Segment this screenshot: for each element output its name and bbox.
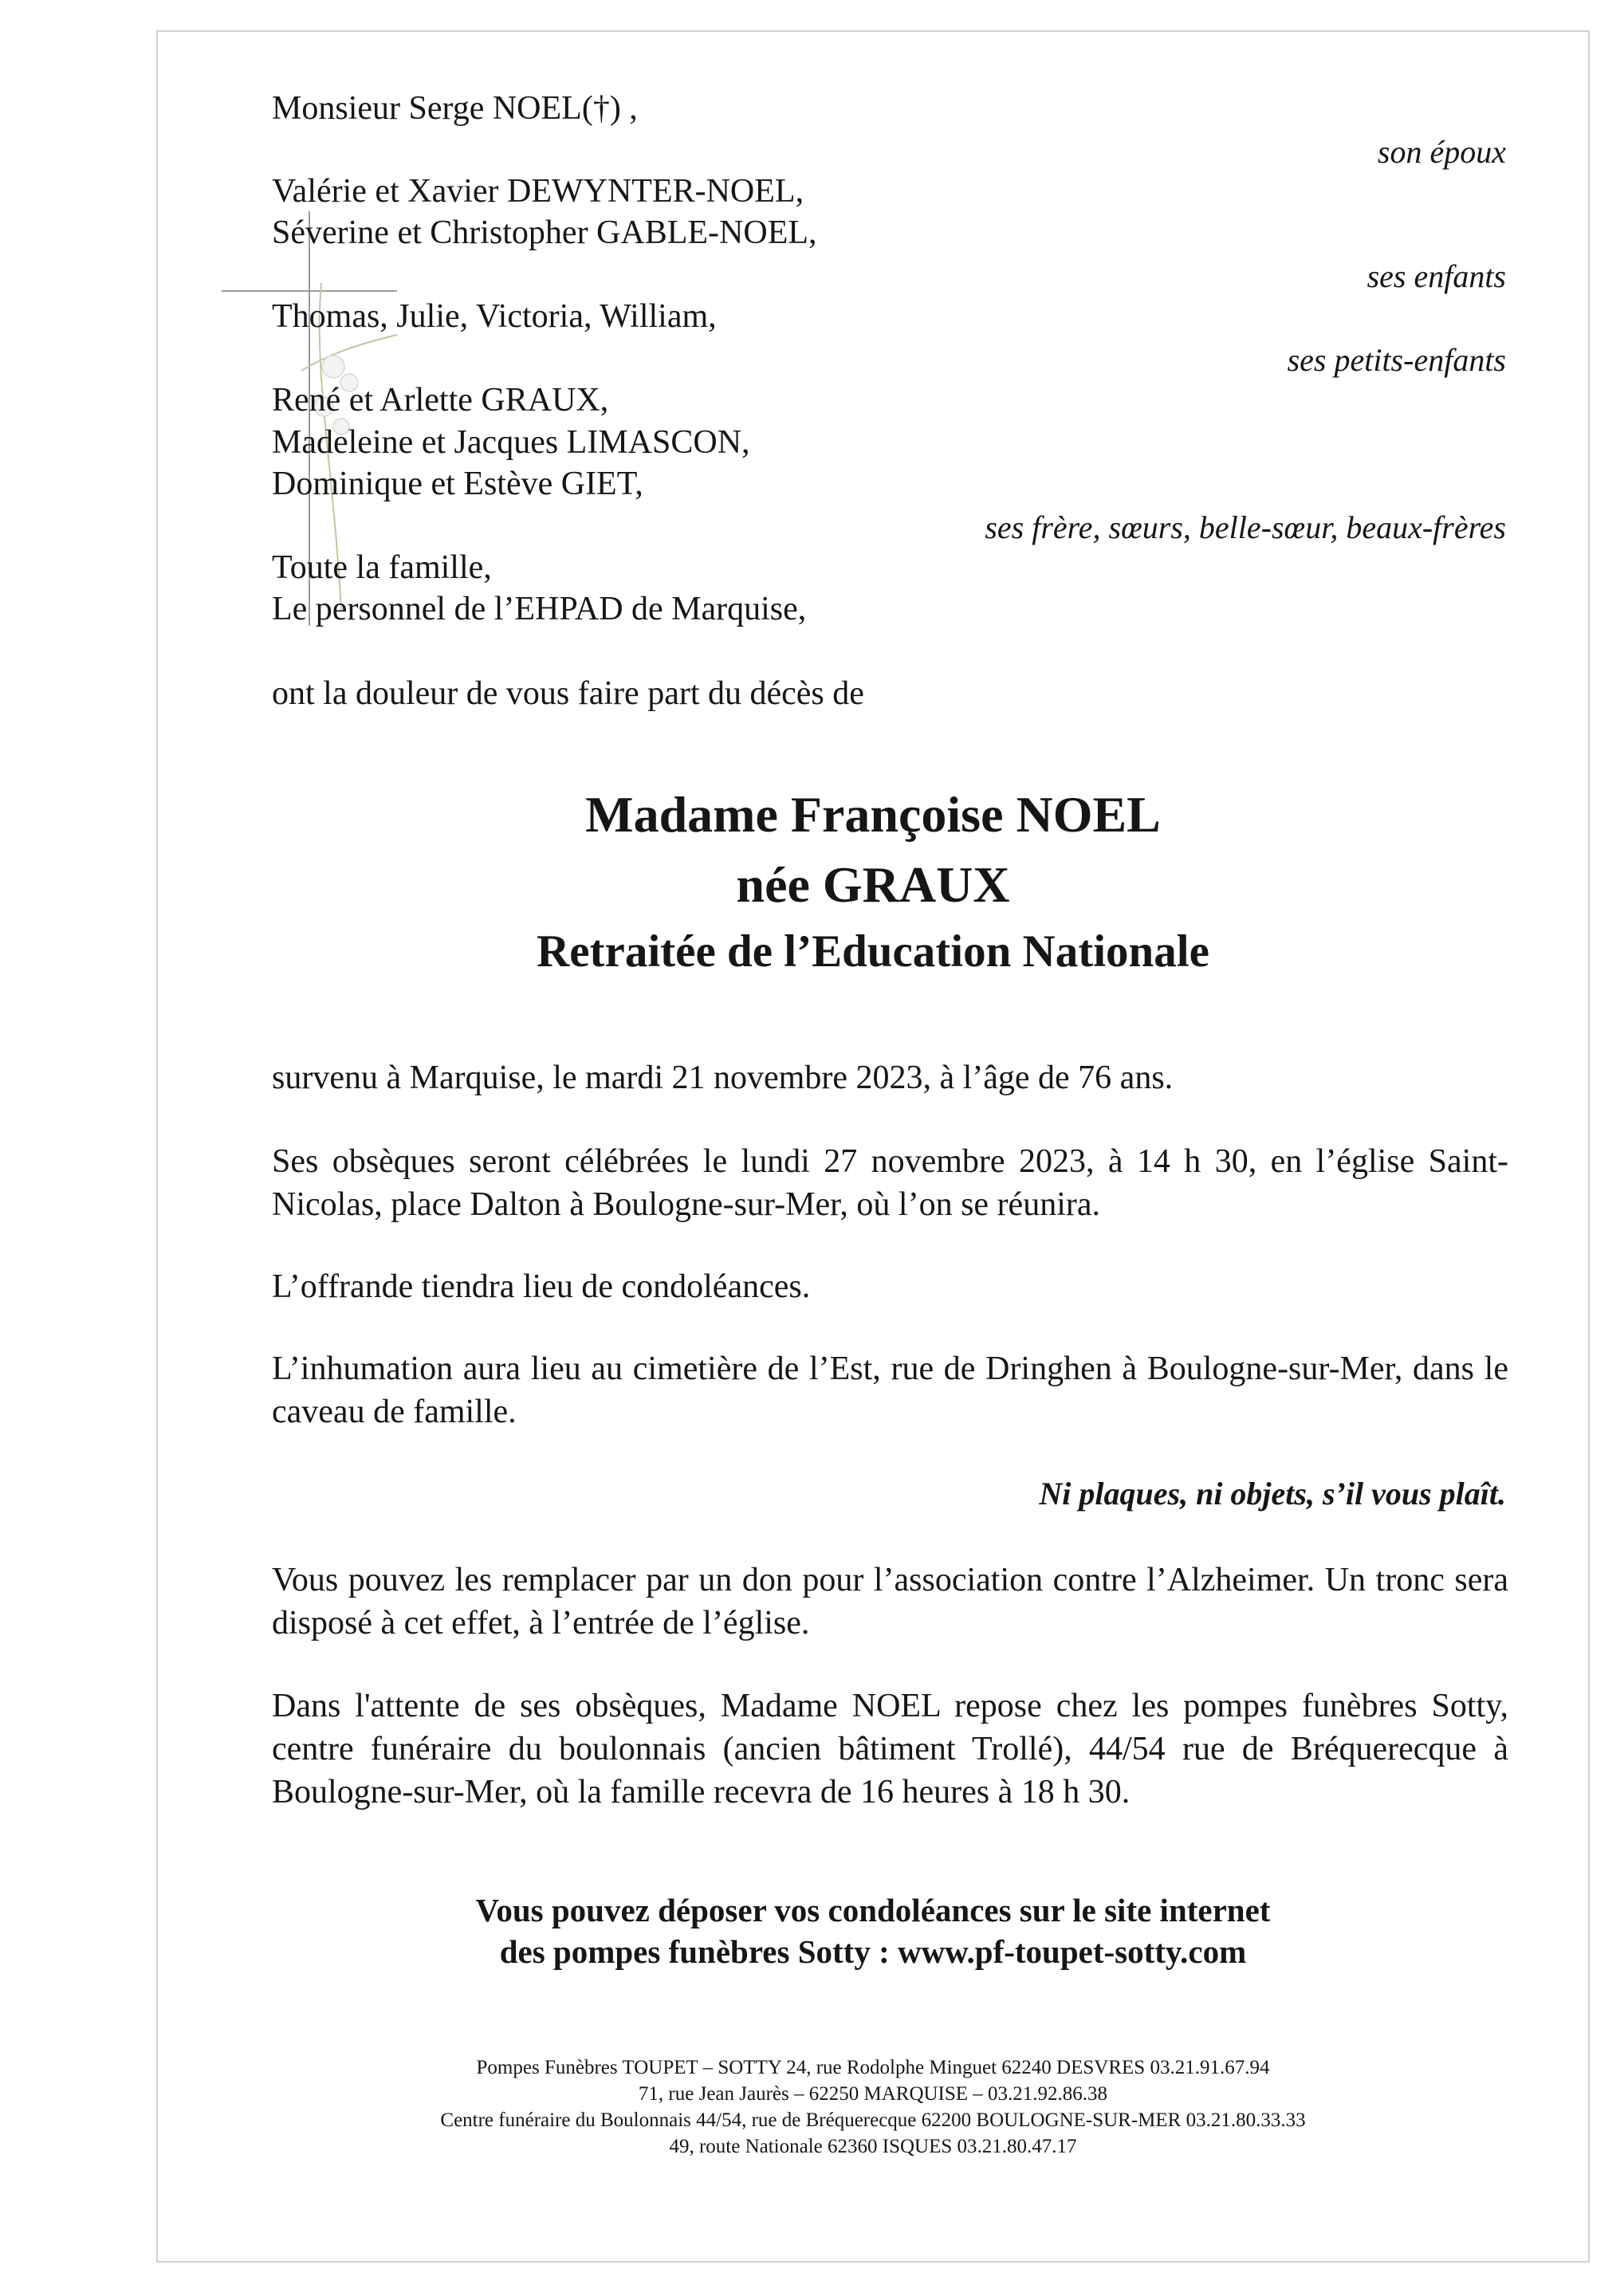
footer-isques: 49, route Nationale 62360 ISQUES 03.21.80.47.17 [669, 2136, 1077, 2157]
condolences-line-2: des pompes funèbres Sotty : www.pf-toupet-sotty.com [499, 1933, 1247, 1970]
condolences-line-1: Vous pouvez déposer vos condoléances sur le site internet [475, 1892, 1271, 1928]
funeral-paragraph: Ses obsèques seront célébrées le lundi 27 novembre 2023, à 14 h 30, en l’église Saint-Nicolas, place Dalton à Boulogne-sur-Mer, où l’on se réunira. [272, 1143, 1508, 1223]
no-plaques-note: Ni plaques, ni objets, s’il vous plaît. [1039, 1476, 1506, 1512]
grandchildren-line: Thomas, Julie, Victoria, William, [272, 298, 717, 335]
donation-paragraph: Vous pouvez les remplacer par un don pour l’association contre l’Alzheimer. Un tronc sera disposé à cet effet, à l’entrée de l’église. [272, 1562, 1508, 1641]
siblings-role: ses frère, sœurs, belle-sœur, beaux-frères [985, 509, 1506, 545]
children-role: ses enfants [1366, 258, 1506, 294]
spouse-line: Monsieur Serge NOEL(†) , [272, 90, 638, 127]
offering-paragraph: L’offrande tiendra lieu de condoléances. [272, 1268, 811, 1305]
death-paragraph: survenu à Marquise, le mardi 21 novembre 2023, à l’âge de 76 ans. [272, 1060, 1174, 1096]
rest-paragraph: Dans l'attente de ses obsèques, Madame NOEL repose chez les pompes funèbres Sotty, centre funéraire du boulonnais (ancien bâtiment Trollé), 44/54 rue de Bréquerecque à Boulogne-sur-Mer, où la famille recevra de 16 heures à 18 h 30. [272, 1688, 1508, 1810]
sibling-1: René et Arlette GRAUX, [272, 382, 609, 419]
sibling-3: Dominique et Estève GIET, [272, 466, 643, 502]
maiden-name: née GRAUX [736, 856, 1010, 913]
family-line: Toute la famille, [272, 549, 492, 586]
deceased-title: Retraitée de l’Education Nationale [537, 926, 1209, 977]
spouse-role: son époux [1377, 134, 1506, 170]
footer-desvres: Pompes Funèbres TOUPET – SOTTY 24, rue Rodolphe Minguet 62240 DESVRES 03.21.91.67.94 [476, 2057, 1270, 2078]
child-1: Valérie et Xavier DEWYNTER-NOEL, [272, 173, 804, 210]
sibling-2: Madeleine et Jacques LIMASCON, [272, 424, 750, 461]
obituary-card [156, 30, 1590, 2263]
grandchildren-role: ses petits-enfants [1287, 342, 1506, 378]
announcement: ont la douleur de vous faire part du décès de [272, 675, 864, 712]
footer-marquise: 71, rue Jean Jaurès – 62250 MARQUISE – 03.21.92.86.38 [638, 2083, 1108, 2105]
deceased-name: Madame Françoise NOEL [585, 786, 1161, 843]
child-2: Séverine et Christopher GABLE-NOEL, [272, 214, 817, 251]
footer-boulogne: Centre funéraire du Boulonnais 44/54, rue de Bréquerecque 62200 BOULOGNE-SUR-MER 03.21.80.33.33 [440, 2109, 1306, 2131]
burial-paragraph: L’inhumation aura lieu au cimetière de l’Est, rue de Dringhen à Boulogne-sur-Mer, dans le caveau de famille. [272, 1350, 1508, 1430]
ehpad-line: Le personnel de l’EHPAD de Marquise, [272, 591, 807, 627]
